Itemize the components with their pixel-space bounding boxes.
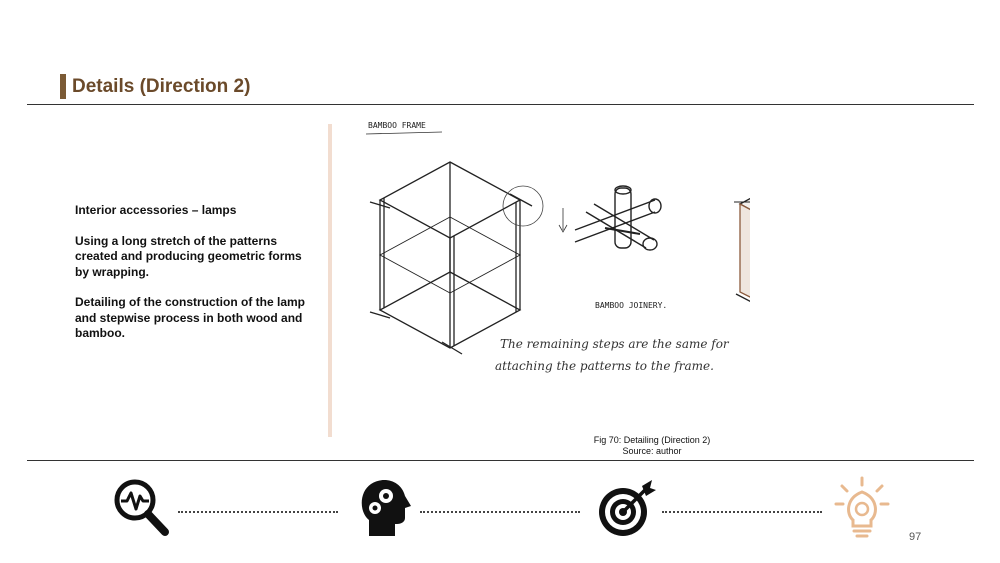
connector-dots-3	[662, 511, 822, 513]
connector-dots-2	[420, 511, 580, 513]
bamboo-joinery-detail	[575, 186, 661, 250]
bamboo-frame-cube	[370, 162, 532, 354]
page-number: 97	[909, 531, 922, 543]
figure-caption	[548, 435, 756, 457]
bottom-rule	[27, 460, 974, 461]
body-paragraph-1: Using a long stretch of the patterns created and producing geometric forms by wrapping.	[75, 233, 302, 279]
caption-line-2: Source: author	[622, 446, 682, 456]
top-rule	[27, 104, 974, 105]
title-accent-bar	[60, 74, 66, 99]
sketch-note-line-2: attaching the patterns to the frame.	[495, 359, 714, 373]
caption-line-1: Fig 70: Detailing (Direction 2)	[593, 435, 711, 445]
head-gears-icon	[355, 476, 415, 540]
body-paragraph-2: Detailing of the construction of the lamp and stepwise process in both wood and bamboo.	[75, 295, 306, 340]
connector-dots-1	[178, 511, 338, 513]
sketch-label-frame: BAMBOO FRAME	[368, 121, 426, 130]
sketch-label-joinery: BAMBOO JOINERY.	[595, 301, 668, 310]
body-heading: Interior accessories – lamps	[75, 203, 237, 217]
magnifier-pulse-icon	[110, 476, 170, 540]
target-arrow-icon	[596, 476, 656, 540]
sketch-note-line-1: The remaining steps are the same for	[500, 337, 729, 351]
wrapped-lamp-cube	[734, 172, 750, 326]
slide-title: Details (Direction 2)	[72, 76, 251, 97]
lightbulb-icon	[832, 476, 892, 540]
vertical-divider	[328, 124, 332, 437]
bamboo-frame-sketch	[350, 112, 750, 392]
body-text	[75, 203, 305, 357]
